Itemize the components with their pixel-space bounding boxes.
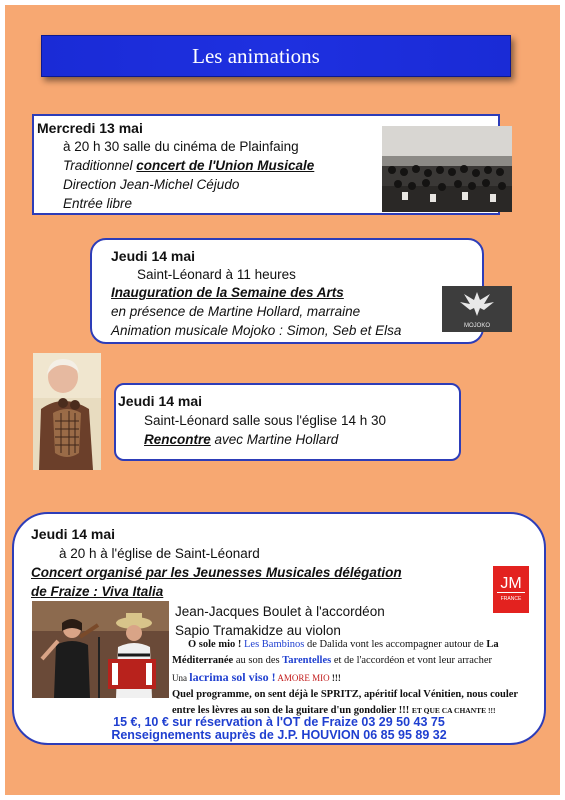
event-3-date: Jeudi 14 mai — [118, 393, 203, 409]
musicians-photo — [32, 601, 169, 698]
una-text: Una — [172, 673, 190, 683]
event-4-price: 15 €, 10 € sur réservation à l'OT de Fraize 03 29 50 43 75 — [113, 715, 445, 729]
title-banner — [41, 35, 511, 77]
paragraph-text-3: et de l'accordéon et vont leur arracher — [331, 655, 492, 666]
event-4-date: Jeudi 14 mai — [31, 526, 116, 542]
tarentelles-text: Tarentelles — [282, 655, 332, 666]
event-1-concert-title: concert de l'Union Musicale — [136, 158, 315, 173]
event-1-time-place: à 20 h 30 salle du cinéma de Plainfaing — [63, 139, 299, 154]
event-1-entry: Entrée libre — [63, 196, 133, 211]
jm-logo-small: FRANCE — [500, 596, 522, 602]
event-4-paragraph — [172, 637, 534, 719]
event-1-prefix: Traditionnel — [63, 158, 137, 173]
event-1-date: Mercredi 13 mai — [37, 120, 143, 136]
paragraph-text-1: de Dalida vont les accompagner autour de — [304, 639, 487, 650]
event-3-guest: avec Martine Hollard — [210, 432, 339, 447]
event-2-time-place: Saint-Léonard à 11 heures — [137, 267, 296, 282]
portrait-photo — [33, 353, 101, 470]
mojoko-logo — [442, 286, 512, 332]
event-card-2 — [90, 238, 484, 344]
event-4-time-place: à 20 h à l'église de Saint-Léonard — [59, 546, 260, 561]
page-title: Les animations — [192, 43, 320, 68]
song-title-la-mediterranee: La Méditerranée — [172, 639, 499, 666]
event-2-music: Animation musicale Mojoko : Simon, Seb et Elsa — [111, 323, 402, 338]
amore-mio-text: AMORE MIO — [275, 673, 330, 683]
exclamation-text: !!! — [329, 673, 341, 683]
paragraph-text-2: au son des — [233, 655, 283, 666]
event-card-3 — [114, 383, 461, 461]
event-3-description — [144, 432, 338, 447]
event-4-title-line-1: Concert organisé par les Jeunesses Musicales délégation — [31, 565, 402, 580]
lacrima-text: lacrima sol viso ! — [189, 670, 276, 684]
event-3-title: Rencontre — [144, 432, 211, 447]
orchestra-photo — [382, 126, 512, 212]
event-2-title: Inauguration de la Semaine des Arts — [111, 285, 344, 300]
event-2-date: Jeudi 14 mai — [111, 248, 196, 264]
chante-text: ET QUE CA CHANTE !!! — [411, 706, 496, 715]
event-1-director: Direction Jean-Michel Céjudo — [63, 177, 240, 192]
event-1-description — [63, 158, 314, 173]
song-title-o-sole-mio: O sole mio ! — [188, 639, 244, 650]
event-2-guest: en présence de Martine Hollard, marraine — [111, 304, 361, 319]
event-4-accordion: Jean-Jacques Boulet à l'accordéon — [175, 604, 385, 619]
band-name: Les Bambinos — [244, 639, 305, 650]
event-4-info: Renseignements auprès de J.P. HOUVION 06 85 95 89 32 — [111, 728, 447, 742]
event-3-time-place: Saint-Léonard salle sous l'église 14 h 30 — [144, 413, 386, 428]
programme-text: Quel programme, on sent déjà le SPRITZ, apéritif local Vénitien, nous couler entre les lèvres au son de la guitare d'un gondolier !!! — [172, 689, 518, 716]
mojoko-logo-text: MOJOKO — [463, 323, 491, 329]
event-4-violin: Sapio Tramakidze au violon — [175, 623, 341, 638]
jm-france-logo — [493, 566, 529, 613]
jm-logo-big: JM — [500, 575, 522, 592]
event-4-title-line-2: de Fraize : Viva Italia — [31, 584, 164, 599]
